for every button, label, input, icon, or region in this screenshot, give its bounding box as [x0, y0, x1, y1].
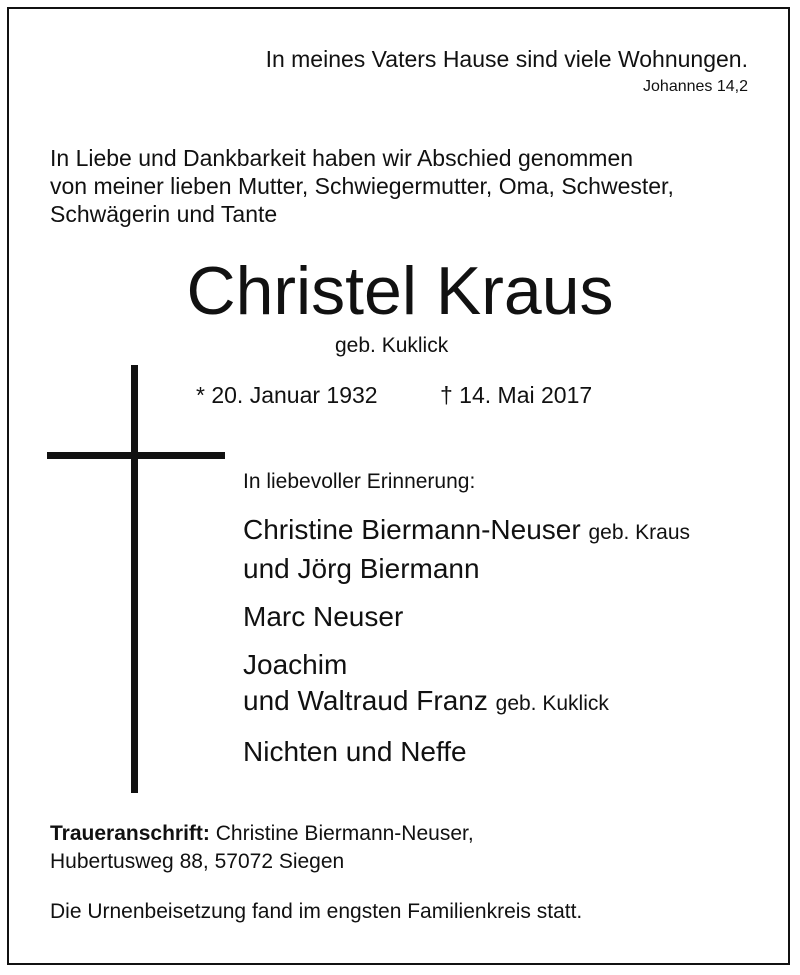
cross-icon	[131, 365, 138, 793]
intro-text	[50, 144, 750, 228]
verse-reference: Johannes 14,2	[643, 78, 748, 95]
mourner-group	[243, 734, 690, 770]
memory-heading: In liebevoller Erinnerung:	[243, 470, 476, 493]
mourner-line	[243, 512, 690, 551]
mourner-group	[243, 647, 690, 722]
address-line: Hubertusweg 88, 57072 Siegen	[50, 850, 345, 873]
address-label: Traueranschrift:	[50, 822, 210, 845]
mourner-line	[243, 683, 690, 722]
death-date: † 14. Mai 2017	[440, 382, 593, 408]
mourner-name: Marc Neuser	[243, 601, 404, 632]
mourner-name: und Waltraud Franz	[243, 685, 488, 716]
mourner-name: Joachim	[243, 649, 348, 680]
birth-date: * 20. Januar 1932	[196, 382, 378, 408]
mourners-list	[243, 512, 690, 782]
mourner-line	[243, 734, 690, 770]
mourner-line	[243, 599, 690, 635]
mourning-address	[50, 820, 474, 876]
mourner-name: Nichten und Neffe	[243, 736, 467, 767]
cross-bar	[47, 452, 225, 459]
mourner-name: Christine Biermann-Neuser	[243, 514, 581, 545]
bible-verse: In meines Vaters Hause sind viele Wohnungen.	[265, 46, 748, 72]
intro-line: In Liebe und Dankbarkeit haben wir Abschied genommen	[50, 145, 634, 171]
mourner-line	[243, 551, 690, 587]
birth-name: geb. Kuklick	[335, 334, 449, 357]
mourner-name: und Jörg Biermann	[243, 553, 480, 584]
mourner-group	[243, 599, 690, 635]
intro-line: von meiner lieben Mutter, Schwiegermutter, Oma, Schwester,	[50, 173, 674, 199]
deceased-name: Christel Kraus	[186, 253, 614, 329]
mourner-line	[243, 647, 690, 683]
intro-line: Schwägerin und Tante	[50, 201, 278, 227]
closing-text: Die Urnenbeisetzung fand im engsten Familienkreis statt.	[50, 900, 583, 923]
mourner-birth-name: geb. Kraus	[588, 521, 691, 544]
mourner-group	[243, 512, 690, 587]
address-line: Christine Biermann-Neuser,	[215, 822, 474, 845]
mourner-birth-name: geb. Kuklick	[495, 692, 609, 715]
